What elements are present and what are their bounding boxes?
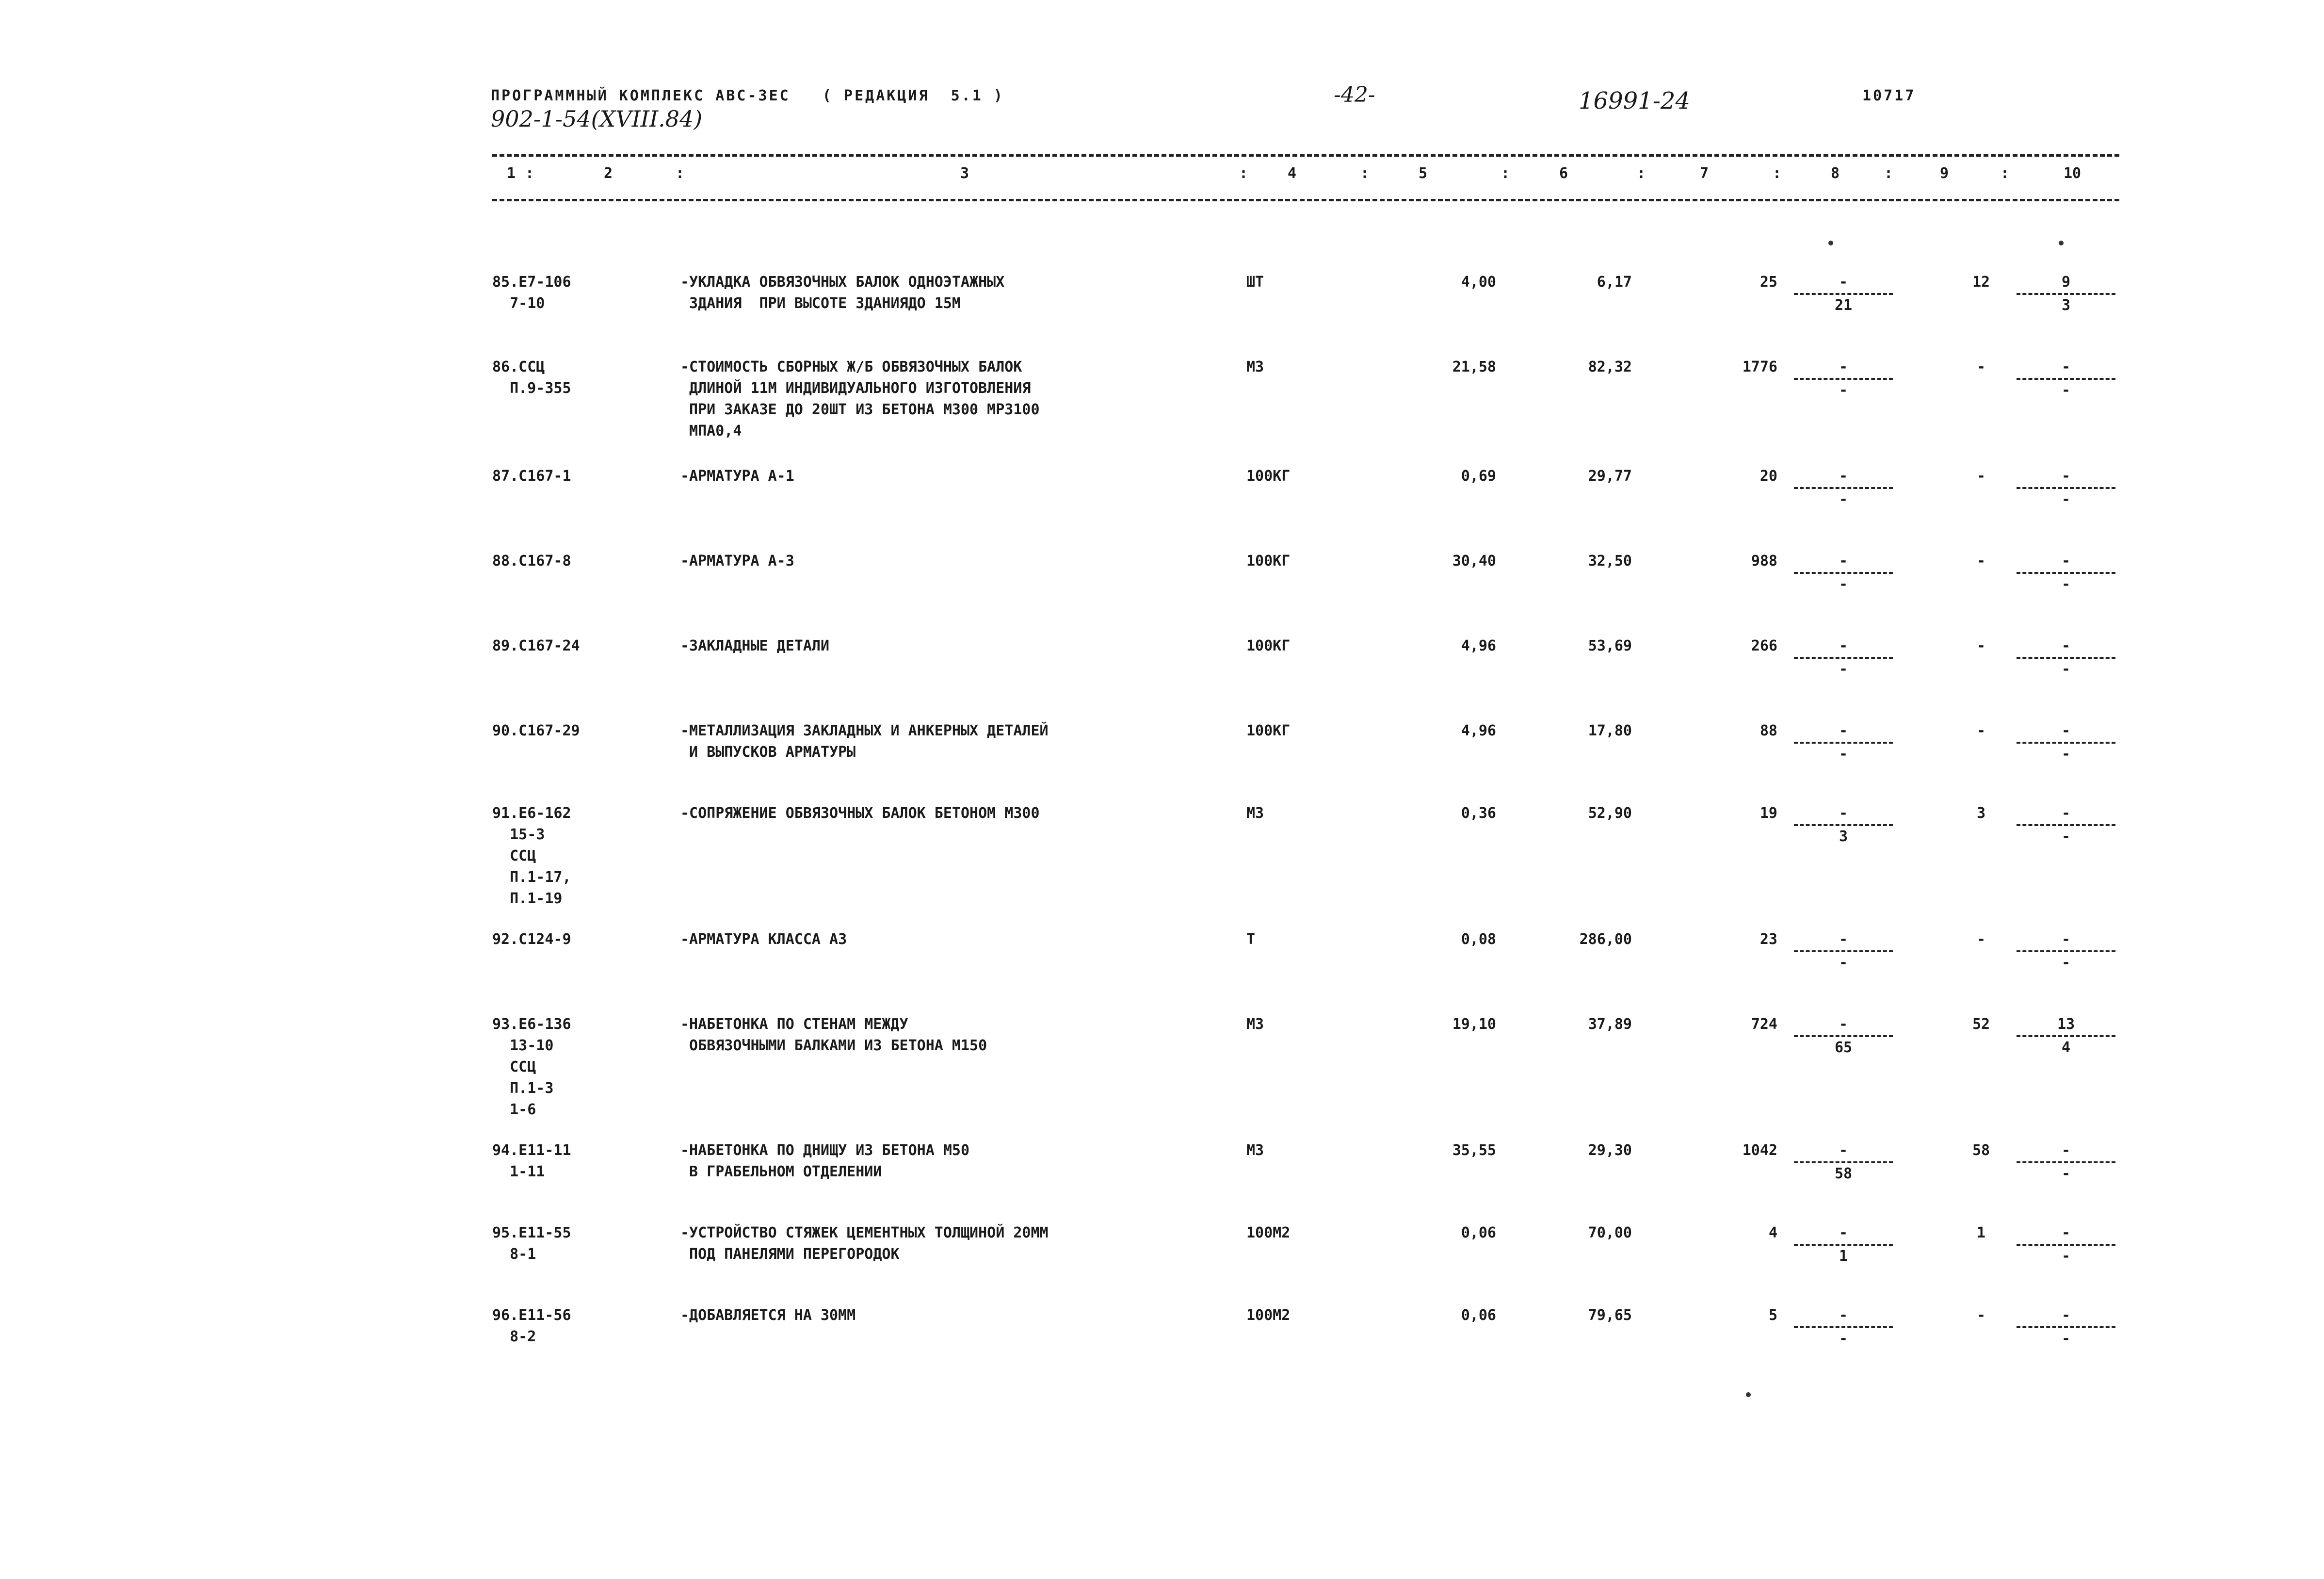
item-unit: 100КГ: [1246, 553, 1291, 570]
item-code: 91.Е6-162 15-3 ССЦ П.1-17, П.1-19: [492, 805, 571, 907]
col8-fraction-numerator: -: [1839, 358, 1848, 375]
col10-fraction-numerator: -: [2061, 553, 2071, 570]
item-unit: 100КГ: [1246, 722, 1291, 739]
col8-fraction: [1790, 1014, 1897, 1058]
item-name: -УСТРОЙСТВО СТЯЖЕК ЦЕМЕНТНЫХ ТОЛЩИНОЙ 20ММ ПОД ПАНЕЛЯМИ ПЕРЕГОРОДОК: [680, 1224, 1049, 1263]
col9-value: 1: [1976, 1224, 1986, 1241]
col10-fraction-denominator: -: [2061, 1165, 2071, 1182]
col8-fraction-numerator: -: [1839, 1307, 1848, 1324]
quantity: 0,69: [1461, 468, 1496, 485]
col-3-label: 3: [960, 165, 969, 182]
item-name: -УКЛАДКА ОБВЯЗОЧНЫХ БАЛОК ОДНОЭТАЖНЫХ ЗДАНИЯ ПРИ ВЫСОТЕ ЗДАНИЯДО 15М: [680, 274, 1005, 312]
col8-fraction-denominator: 21: [1834, 297, 1853, 314]
col10-fraction-numerator: -: [2061, 1142, 2071, 1159]
col8-fraction: [1790, 1222, 1897, 1267]
item-name: -АРМАТУРА КЛАССА А3: [680, 931, 847, 948]
top-rule: [492, 154, 2119, 157]
total-cost: 25: [1759, 274, 1777, 291]
col10-fraction: [2013, 720, 2119, 765]
total-cost: 19: [1759, 805, 1777, 822]
unit-price: 17,80: [1588, 722, 1632, 739]
scan-speck: [1746, 1392, 1751, 1397]
col9-value: -: [1976, 637, 1986, 654]
total-cost: 5: [1768, 1307, 1777, 1324]
col10-fraction-numerator: -: [2061, 1307, 2071, 1324]
col10-fraction: [2013, 1222, 2119, 1267]
col8-fraction: [1790, 803, 1897, 847]
col-sep: :: [2001, 165, 2010, 182]
col10-fraction: [2013, 272, 2119, 316]
unit-price: 29,30: [1588, 1142, 1632, 1159]
quantity: 19,10: [1452, 1016, 1496, 1033]
quantity: 0,36: [1461, 805, 1496, 822]
col8-fraction-denominator: 1: [1839, 1248, 1848, 1265]
col10-fraction: [2013, 551, 2119, 595]
col10-fraction-numerator: -: [2061, 1224, 2071, 1241]
quantity: 30,40: [1452, 553, 1496, 570]
col-sep: :: [1773, 165, 1782, 182]
col8-fraction: [1790, 635, 1897, 680]
col9-value: -: [1976, 722, 1986, 739]
item-code: 94.Е11-11 1-11: [492, 1142, 571, 1180]
unit-price: 70,00: [1588, 1224, 1632, 1241]
item-name: -ЗАКЛАДНЫЕ ДЕТАЛИ: [680, 637, 830, 654]
col10-fraction-denominator: -: [2061, 1330, 2071, 1347]
col10-fraction: [2013, 466, 2119, 510]
col8-fraction: [1790, 1305, 1897, 1350]
col9-value: -: [1976, 553, 1986, 570]
col-7-label: 7: [1700, 165, 1709, 182]
item-unit: Т: [1246, 931, 1256, 948]
col10-fraction: [2013, 1140, 2119, 1185]
col10-fraction-denominator: -: [2061, 828, 2071, 845]
quantity: 4,00: [1461, 274, 1496, 291]
col8-fraction-numerator: -: [1839, 274, 1848, 291]
col10-fraction-numerator: 9: [2061, 274, 2071, 291]
unit-price: 286,00: [1579, 931, 1632, 948]
quantity: 4,96: [1461, 722, 1496, 739]
col-sep: :: [1360, 165, 1370, 182]
item-name: -НАБЕТОНКА ПО ДНИЩУ ИЗ БЕТОНА М50 В ГРАБЕЛЬНОМ ОТДЕЛЕНИИ: [680, 1142, 970, 1180]
col8-fraction-numerator: -: [1839, 931, 1848, 948]
col8-fraction-denominator: -: [1839, 491, 1848, 508]
item-code: 89.С167-24: [492, 637, 580, 654]
col-10-label: 10: [2064, 165, 2082, 182]
col8-fraction: [1790, 466, 1897, 510]
col8-fraction-denominator: 3: [1839, 828, 1848, 845]
col-8-label: 8: [1831, 165, 1840, 182]
quantity: 0,06: [1461, 1307, 1496, 1324]
col-4-label: 4: [1288, 165, 1297, 182]
total-cost: 1042: [1742, 1142, 1777, 1159]
col8-fraction-numerator: -: [1839, 805, 1848, 822]
col8-fraction: [1790, 1140, 1897, 1185]
col10-fraction-numerator: -: [2061, 722, 2071, 739]
col8-fraction-denominator: 65: [1834, 1039, 1853, 1056]
total-cost: 88: [1759, 722, 1777, 739]
item-unit: М3: [1246, 1142, 1264, 1159]
scan-speck: [1828, 241, 1833, 245]
col10-fraction-denominator: -: [2061, 382, 2071, 399]
col10-fraction: [2013, 929, 2119, 974]
col8-fraction-numerator: -: [1839, 468, 1848, 485]
total-cost: 266: [1751, 637, 1777, 654]
col10-fraction-denominator: -: [2061, 1248, 2071, 1265]
quantity: 4,96: [1461, 637, 1496, 654]
col8-fraction-numerator: -: [1839, 1016, 1848, 1033]
item-code: 86.ССЦ П.9-355: [492, 358, 571, 397]
item-code: 92.С124-9: [492, 931, 571, 948]
quantity: 0,08: [1461, 931, 1496, 948]
col10-fraction: [2013, 803, 2119, 847]
item-unit: М3: [1246, 358, 1264, 375]
col10-fraction-denominator: -: [2061, 746, 2071, 763]
col8-fraction-denominator: -: [1839, 576, 1848, 593]
item-name: -АРМАТУРА А-1: [680, 468, 794, 485]
col10-fraction-denominator: 4: [2061, 1039, 2071, 1056]
column-header-row: [492, 165, 2119, 194]
document-number: 16991-24: [1579, 87, 1690, 114]
col10-fraction-numerator: -: [2061, 931, 2071, 948]
col-6-label: 6: [1559, 165, 1568, 182]
col10-fraction: [2013, 1014, 2119, 1058]
col9-value: -: [1976, 931, 1986, 948]
total-cost: 988: [1751, 553, 1777, 570]
item-code: 88.С167-8: [492, 553, 571, 570]
col8-fraction-numerator: -: [1839, 553, 1848, 570]
unit-price: 82,32: [1588, 358, 1632, 375]
col8-fraction-denominator: -: [1839, 1330, 1848, 1347]
item-unit: 100М2: [1246, 1224, 1291, 1241]
col-sep: :: [1884, 165, 1893, 182]
item-unit: М3: [1246, 805, 1264, 822]
item-unit: М3: [1246, 1016, 1264, 1033]
sheet-code: 10717: [1862, 87, 1916, 104]
project-number: 902-1-54(XVIII.84): [491, 106, 703, 132]
col8-fraction-denominator: -: [1839, 382, 1848, 399]
col8-fraction-denominator: -: [1839, 954, 1848, 971]
col8-fraction-numerator: -: [1839, 722, 1848, 739]
col8-fraction-denominator: 58: [1834, 1165, 1853, 1182]
unit-price: 29,77: [1588, 468, 1632, 485]
col-2-label: 2: [604, 165, 613, 182]
col10-fraction: [2013, 1305, 2119, 1350]
col10-fraction: [2013, 635, 2119, 680]
item-name: -АРМАТУРА А-3: [680, 553, 794, 570]
col-sep: :: [1239, 165, 1248, 182]
col8-fraction-denominator: -: [1839, 661, 1848, 678]
unit-price: 53,69: [1588, 637, 1632, 654]
unit-price: 6,17: [1597, 274, 1632, 291]
quantity: 21,58: [1452, 358, 1496, 375]
col8-fraction-numerator: -: [1839, 1142, 1848, 1159]
col9-value: 52: [1972, 1016, 1990, 1033]
col10-fraction-denominator: -: [2061, 661, 2071, 678]
col10-fraction-denominator: -: [2061, 576, 2071, 593]
col9-value: 58: [1972, 1142, 1990, 1159]
total-cost: 4: [1768, 1224, 1777, 1241]
col-sep: :: [525, 165, 534, 182]
col8-fraction-numerator: -: [1839, 1224, 1848, 1241]
item-name: -МЕТАЛЛИЗАЦИЯ ЗАКЛАДНЫХ И АНКЕРНЫХ ДЕТАЛЕЙ И ВЫПУСКОВ АРМАТУРЫ: [680, 722, 1049, 761]
col-sep: :: [676, 165, 685, 182]
program-header: ПРОГРАММНЫЙ КОМПЛЕКС АВС-ЗЕС ( РЕДАКЦИЯ 5.1 ): [491, 87, 1004, 104]
total-cost: 23: [1759, 931, 1777, 948]
total-cost: 724: [1751, 1016, 1777, 1033]
col-sep: :: [1501, 165, 1510, 182]
col8-fraction-denominator: -: [1839, 746, 1848, 763]
col8-fraction-numerator: -: [1839, 637, 1848, 654]
col-1-label: 1: [507, 165, 516, 182]
item-code: 87.С167-1: [492, 468, 571, 485]
item-code: 85.E7-106 7-10: [492, 274, 571, 312]
scan-speck: [2059, 241, 2064, 245]
header-bottom-rule: [492, 199, 2119, 201]
col8-fraction: [1790, 551, 1897, 595]
item-code: 95.Е11-55 8-1: [492, 1224, 571, 1263]
col8-fraction: [1790, 272, 1897, 316]
col8-fraction: [1790, 929, 1897, 974]
col-sep: :: [1637, 165, 1646, 182]
col-9-label: 9: [1940, 165, 1949, 182]
col10-fraction-numerator: -: [2061, 468, 2071, 485]
item-code: 90.С167-29: [492, 722, 580, 739]
unit-price: 37,89: [1588, 1016, 1632, 1033]
col9-value: 12: [1972, 274, 1990, 291]
item-code: 96.Е11-56 8-2: [492, 1307, 571, 1345]
unit-price: 79,65: [1588, 1307, 1632, 1324]
page-number: -42-: [1334, 82, 1375, 107]
item-name: -НАБЕТОНКА ПО СТЕНАМ МЕЖДУ ОБВЯЗОЧНЫМИ БАЛКАМИ ИЗ БЕТОНА М150: [680, 1016, 987, 1054]
col10-fraction: [2013, 357, 2119, 401]
unit-price: 32,50: [1588, 553, 1632, 570]
col9-value: -: [1976, 1307, 1986, 1324]
col8-fraction: [1790, 720, 1897, 765]
item-name: -СОПРЯЖЕНИЕ ОБВЯЗОЧНЫХ БАЛОК БЕТОНОМ М300: [680, 805, 1040, 822]
item-unit: 100КГ: [1246, 637, 1291, 654]
quantity: 0,06: [1461, 1224, 1496, 1241]
item-code: 93.Е6-136 13-10 ССЦ П.1-3 1-6: [492, 1016, 571, 1118]
col8-fraction: [1790, 357, 1897, 401]
item-name: -СТОИМОСТЬ СБОРНЫХ Ж/Б ОБВЯЗОЧНЫХ БАЛОК ДЛИНОЙ 11М ИНДИВИДУАЛЬНОГО ИЗГОТОВЛЕНИЯ ПРИ ЗАКАЗЕ ДО 20ШТ ИЗ БЕТОНА М300 МРЗ100 МПА0,4: [680, 358, 1040, 440]
col10-fraction-denominator: 3: [2061, 297, 2071, 314]
total-cost: 20: [1759, 468, 1777, 485]
col10-fraction-numerator: -: [2061, 637, 2071, 654]
col10-fraction-denominator: -: [2061, 954, 2071, 971]
col10-fraction-denominator: -: [2061, 491, 2071, 508]
item-unit: 100КГ: [1246, 468, 1291, 485]
col9-value: -: [1976, 358, 1986, 375]
col10-fraction-numerator: 13: [2057, 1016, 2075, 1033]
item-unit: 100М2: [1246, 1307, 1291, 1324]
col9-value: 3: [1976, 805, 1986, 822]
item-name: -ДОБАВЛЯЕТСЯ НА 30ММ: [680, 1307, 856, 1324]
col9-value: -: [1976, 468, 1986, 485]
col10-fraction-numerator: -: [2061, 358, 2071, 375]
unit-price: 52,90: [1588, 805, 1632, 822]
total-cost: 1776: [1742, 358, 1777, 375]
quantity: 35,55: [1452, 1142, 1496, 1159]
col-5-label: 5: [1419, 165, 1428, 182]
item-unit: ШТ: [1246, 274, 1264, 291]
col10-fraction-numerator: -: [2061, 805, 2071, 822]
